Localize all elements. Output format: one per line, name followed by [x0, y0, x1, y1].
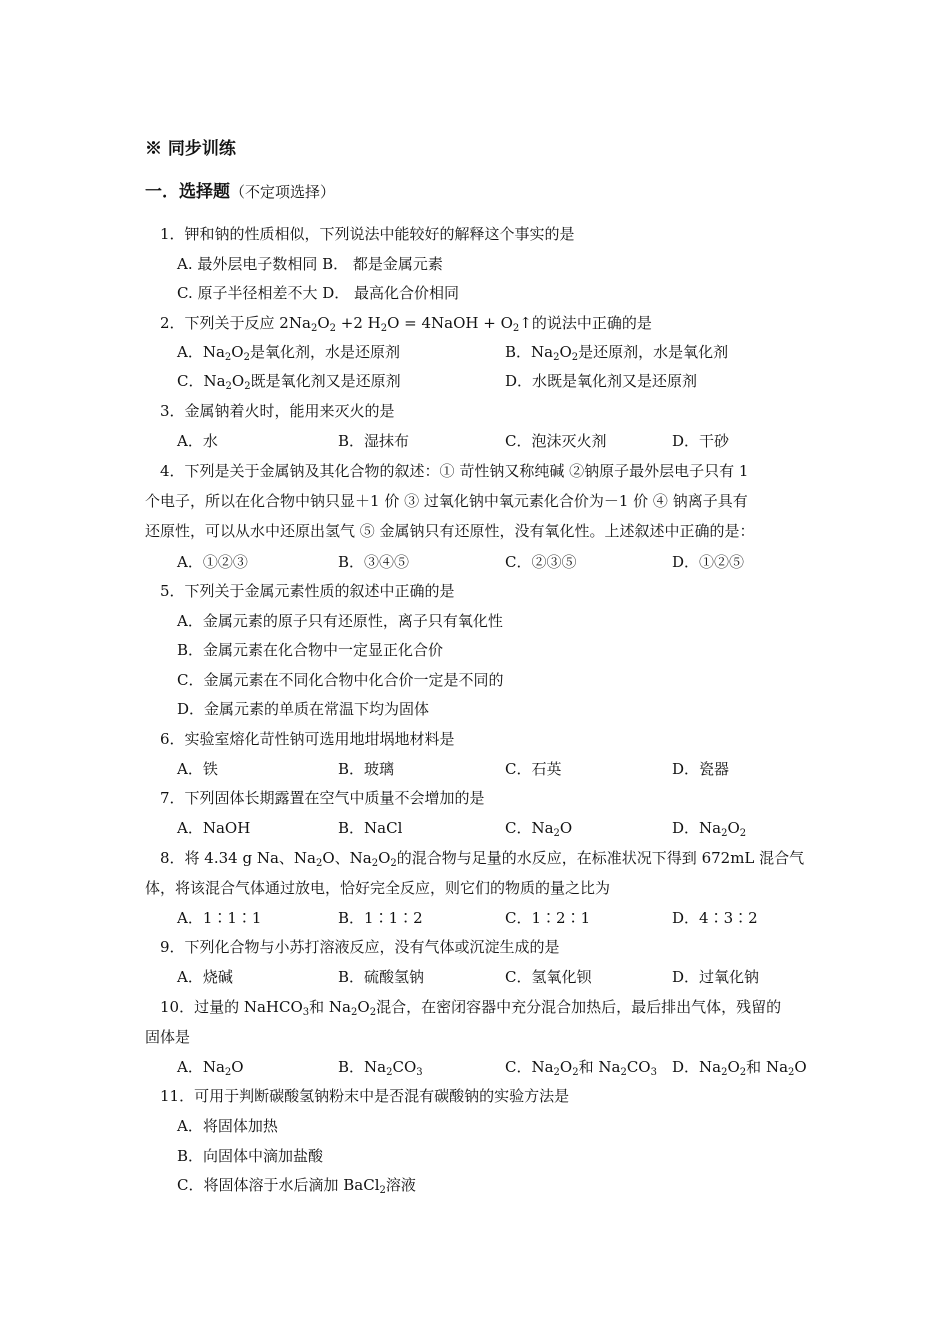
question-7-stem: 7．下列固体长期露置在空气中质量不会增加的是	[160, 789, 485, 807]
question-9-stem: 9．下列化合物与小苏打溶液反应，没有气体或沉淀生成的是	[160, 938, 560, 956]
question-4-line-1: 4．下列是关于金属钠及其化合物的叙述：① 苛性钠又称纯碱 ②钠原子最外层电子只有 1	[160, 462, 749, 480]
question-9-option-b: B．硫酸氢钠	[338, 968, 425, 986]
question-3-stem: 3．金属钠着火时，能用来灭火的是	[160, 402, 395, 420]
question-5-stem: 5．下列关于金属元素性质的叙述中正确的是	[160, 582, 455, 600]
question-2-option-a: A．$Na_2O_2$是氧化剂，水是还原剂	[177, 343, 400, 363]
question-10-option-d: D．$Na_2O_2$和 $Na_2O$	[672, 1058, 807, 1078]
question-8-option-a: A．1∶1∶1	[177, 909, 262, 927]
question-10-line-1: 10．过量的 NaHCO$_3$和 $Na_2O_2$混合，在密闭容器中充分混合加热后，最后排出气体，残留的	[160, 998, 782, 1018]
question-4-option-b: B．③④⑤	[338, 553, 410, 571]
question-11-stem: 11．可用于判断碳酸氢钠粉末中是否混有碳酸钠的实验方法是	[160, 1087, 570, 1105]
question-7-option-a: A．NaOH	[177, 819, 251, 837]
section-heading	[145, 182, 335, 202]
question-5-option-a: A．金属元素的原子只有还原性，离子只有氧化性	[177, 612, 503, 630]
question-10-line-2: 固体是	[145, 1028, 191, 1046]
question-2-option-d: D．水既是氧化剂又是还原剂	[505, 372, 698, 390]
question-7-option-b: B．NaCl	[338, 819, 403, 837]
question-5-option-c: C．金属元素在不同化合物中化合价一定是不同的	[177, 671, 504, 689]
question-2-stem: 2．下列关于反应 $2Na_2O_2 +2$ $H_2O$ = 4NaOH + $O_2↑$的说法中正确的是	[160, 314, 652, 334]
question-3-option-c: C．泡沫灭火剂	[505, 432, 607, 450]
question-9-option-a: A．烧碱	[177, 968, 233, 986]
page-title: ※ 同步训练	[145, 139, 236, 159]
question-6-option-b: B．玻璃	[338, 760, 395, 778]
section-label: 一．选择题	[145, 182, 230, 202]
question-6-stem: 6．实验室熔化苛性钠可选用地坩埚地材料是	[160, 730, 455, 748]
question-9-option-d: D．过氧化钠	[672, 968, 760, 986]
question-8-line-2: 体，将该混合气体通过放电，恰好完全反应，则它们的物质的量之比为	[145, 879, 611, 897]
question-11-option-b: B．向固体中滴加盐酸	[177, 1147, 324, 1165]
question-10-option-c: C．$Na_2O_2$和 $Na_2CO_3$	[505, 1058, 657, 1078]
question-6-option-c: C．石英	[505, 760, 562, 778]
question-11-option-c: C．将固体溶于水后滴加 BaCl$_2$溶液	[177, 1176, 416, 1196]
question-4-line-2: 个电子，所以在化合物中钠只显＋1 价 ③ 过氧化钠中氧元素化合价为－1 价 ④ 钠离子具有	[145, 492, 748, 510]
question-4-option-a: A．①②③	[177, 553, 248, 571]
question-8-line-1: 8．将 4.34 g Na、$Na_2O$、$Na_2O_2$的混合物与足量的水反应，在标准状况下得到 672mL 混合气	[160, 849, 805, 869]
question-8-option-d: D．4∶3∶2	[672, 909, 758, 927]
question-6-option-d: D．瓷器	[672, 760, 730, 778]
question-7-option-c: C．$Na_2O$	[505, 819, 573, 839]
question-7-option-d: D．$Na_2O_2$	[672, 819, 747, 839]
question-8-option-b: B．1∶1∶2	[338, 909, 423, 927]
question-10-option-a: A．$Na_2O$	[177, 1058, 244, 1078]
question-2-option-c: C．$Na_2O_2$既是氧化剂又是还原剂	[177, 372, 401, 392]
question-10-option-b: B．$Na_2CO_3$	[338, 1058, 423, 1078]
question-6-option-a: A．铁	[177, 760, 218, 778]
question-1-stem: 1．钾和钠的性质相似，下列说法中能较好的解释这个事实的是	[160, 225, 575, 243]
question-4-option-c: C．②③⑤	[505, 553, 577, 571]
question-5-option-d: D．金属元素的单质在常温下均为固体	[177, 700, 430, 718]
question-4-line-3: 还原性，可以从水中还原出氢气 ⑤ 金属钠只有还原性，没有氧化性。上述叙述中正确的是：	[145, 522, 755, 540]
question-1-options-line-2: C. 原子半径相差不大 D． 最高化合价相同	[177, 284, 460, 302]
question-1-options-line-1: A. 最外层电子数相同 B． 都是金属元素	[177, 255, 443, 273]
section-note: （不定项选择）	[230, 183, 336, 201]
question-5-option-b: B．金属元素在化合物中一定显正化合价	[177, 641, 444, 659]
question-9-option-c: C．氢氧化钡	[505, 968, 592, 986]
question-3-option-b: B．湿抹布	[338, 432, 410, 450]
question-11-option-a: A．将固体加热	[177, 1117, 278, 1135]
question-4-option-d: D．①②⑤	[672, 553, 745, 571]
question-2-option-b: B．$Na_2O_2$是还原剂，水是氧化剂	[505, 343, 729, 363]
question-3-option-a: A．水	[177, 432, 218, 450]
question-3-option-d: D．干砂	[672, 432, 730, 450]
question-8-option-c: C．1∶2∶1	[505, 909, 591, 927]
